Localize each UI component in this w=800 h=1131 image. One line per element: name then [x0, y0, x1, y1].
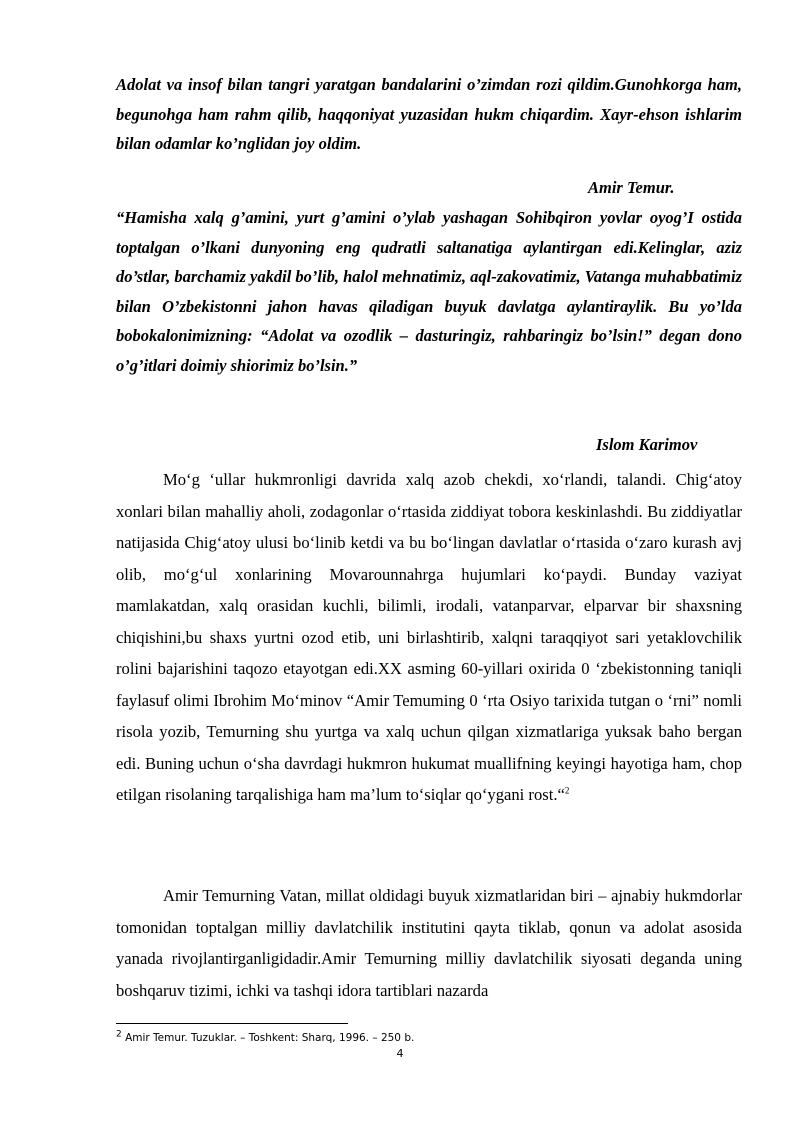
footnote-mark: 2: [116, 1029, 122, 1040]
epigraph-author-karimov: Islom Karimov: [596, 435, 698, 454]
epigraph-quote-temur: Adolat va insof bilan tangri yaratgan bandalarini o’zimdan rozi qildim.Gunohkorga ham, begunohga ham rahm qilib, haqqoniyat yuzasidan hukm chiqardim. Xayr-ehson ishlarim bilan odamlar ko’nglidan joy oldim.: [116, 75, 742, 153]
body-paragraph: [116, 464, 742, 811]
footnote-text: Amir Temur. Tuzuklar. – Toshkent: Sharq, 1996. – 250 b.: [121, 1032, 415, 1044]
epigraph-author-temur: Amir Temur.: [588, 178, 675, 197]
paragraph-text: Mo‘g ‘ullar hukmronligi davrida xalq azob chekdi, xo‘rlandi, talandi. Chig‘atoy xonlari bilan mahalliy aholi, zodagonlar o‘rtasida ziddiyat tobora keskinlashdi. Bu ziddiyatlar natijasida Chig‘atoy ulusi bo‘linib ketdi va bu bo‘lingan davlatlar o‘rtasida o‘zaro kurash avj olib, mo‘g‘ul xonlarining Movarounnahrga hujumlari ko‘paydi. Bunday vaziyat mamlakatdan, xalq orasidan kuchli, bilimli, irodali, vatanparvar, elparvar bir shaxsning chiqishini,bu shaxs yurtni ozod etib, uni birlashtirib, xalqni taraqqiyot sari yetaklovchilik rolini bajarishini taqozo etayotgan edi.XX asming 60-yillari oxirida 0 ‘zbekistonning taniqli faylasuf olimi Ibrohim Mo‘minov “Amir Temuming 0 ‘rta Osiyo tarixida tutgan o ‘rni” nomli risola yozib, Temurning shu yurtga va xalq uchun qilgan xizmatlariga yuksak baho bergan edi. Buning uchun o‘sha davrdagi hukmron hukumat muallifning keyingi hayotiga ham, chop etilgan risolaning tarqalishiga ham ma’lum to‘siqlar qo‘ygani rost.“: [116, 470, 742, 804]
paragraph-text: Amir Temurning Vatan, millat oldidagi buyuk xizmatlaridan biri – ajnabiy hukmdorlar tomonidan toptalgan milliy davlatchilik institutini qayta tiklab, qonun va adolat asosida yanada rivojlantirganligidadir.Amir Temurning milliy davlatchilik siyosati deganda uning boshqaruv tizimi, ichki va tashqi idora tartiblari nazarda: [116, 886, 742, 1000]
footnote: [116, 1031, 716, 1045]
footnote-separator: [116, 1023, 348, 1024]
epigraph-quote-karimov: “Hamisha xalq g’amini, yurt g’amini o’ylab yashagan Sohibqiron yovlar oyog’I ostida toptalgan o’lkani dunyoning eng qudratli saltanatiga aylantirgan edi.Kelinglar, aziz do’stlar, barchamiz yakdil bo’lib, halol mehnatimiz, aql-zakovatimiz, Vatanga muhabbatimiz bilan O’zbekistonni jahon havas qiladigan buyuk davlatga aylantiraylik. Bu yo’lda bobokalonimizning: “Adolat va ozodlik – dasturingiz, rahbaringiz bo’lsin!” degan dono o’g’itlari doimiy shiorimiz bo’lsin.”: [116, 208, 742, 375]
body-paragraph: [116, 880, 742, 1006]
footnote-reference[interactable]: 2: [564, 785, 570, 796]
page-number: 4: [396, 1047, 404, 1060]
